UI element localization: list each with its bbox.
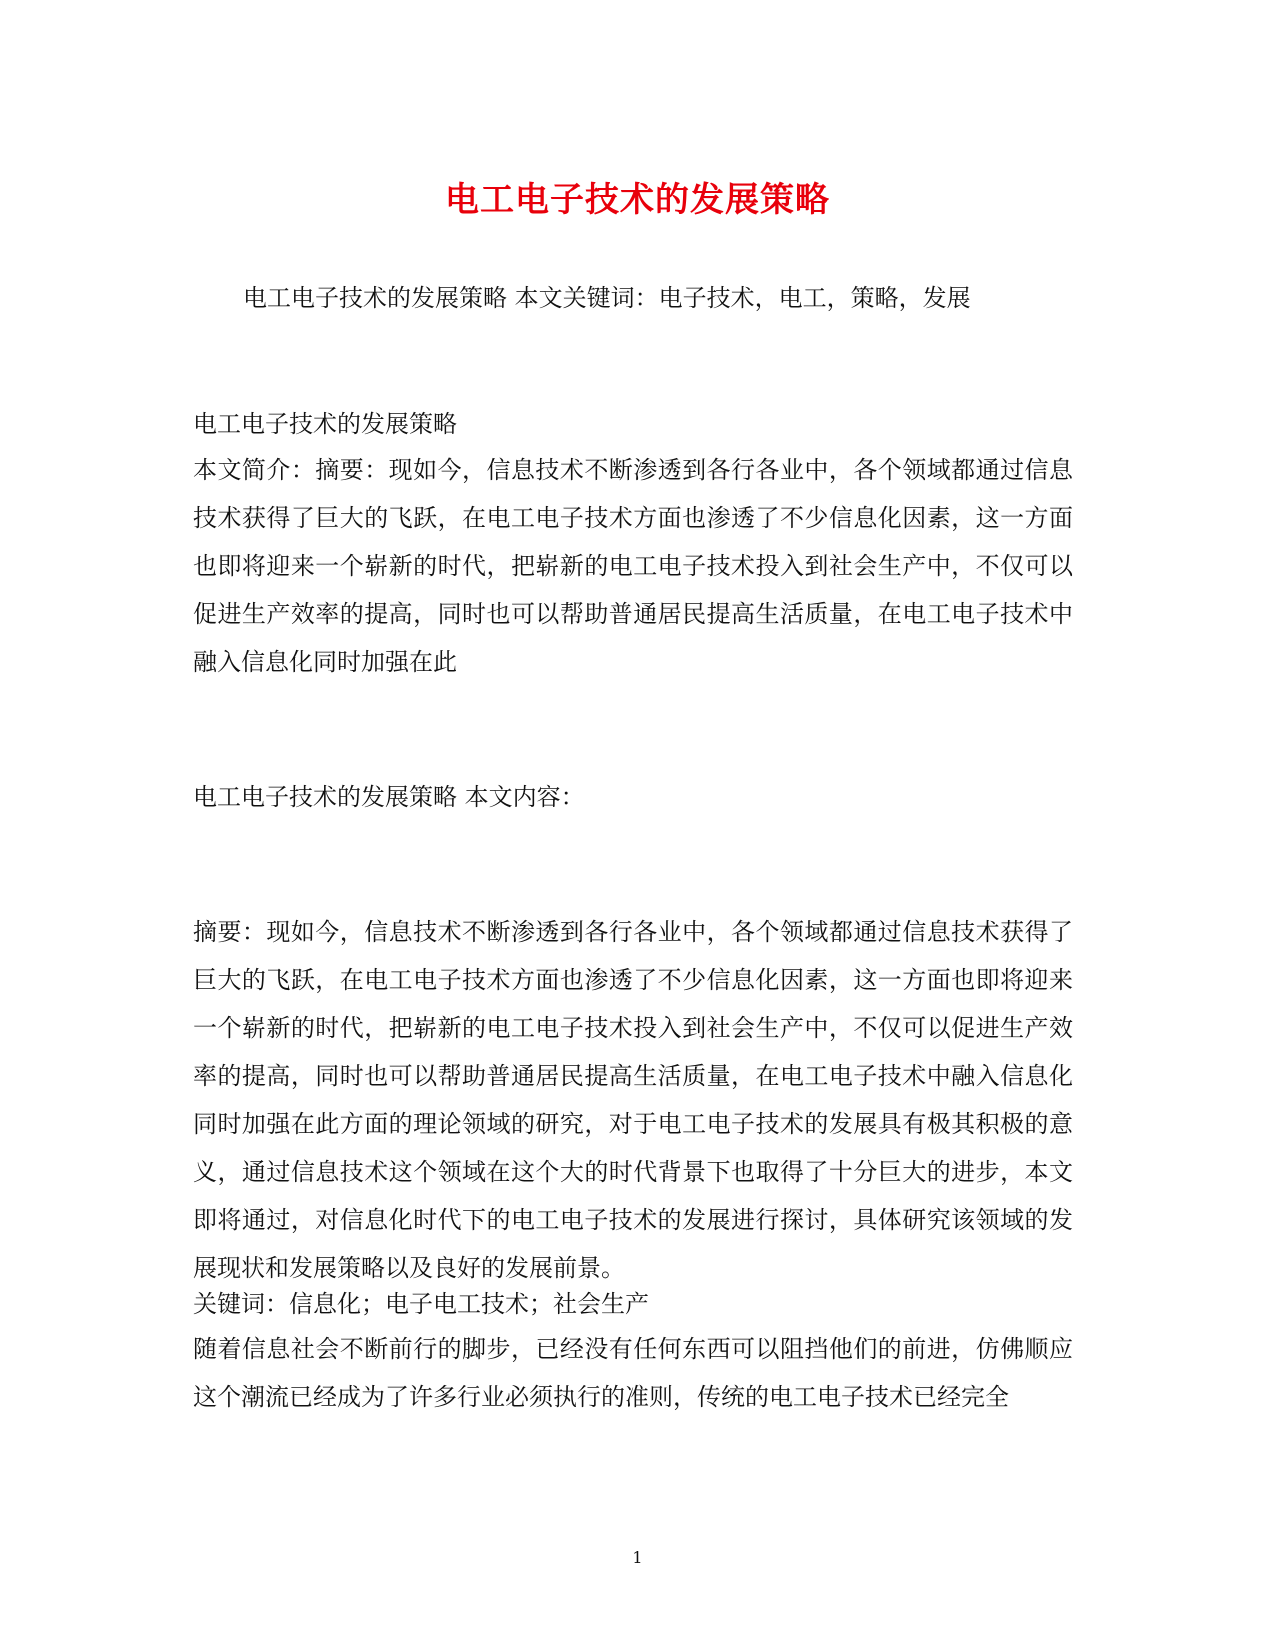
content-heading: 电工电子技术的发展策略 本文内容： <box>193 783 585 811</box>
subtitle-keywords-line: 电工电子技术的发展策略 本文关键词：电子技术，电工，策略，发展 <box>243 284 971 312</box>
keywords-line: 关键词：信息化；电子电工技术；社会生产 <box>193 1290 649 1318</box>
document-title: 电工电子技术的发展策略 <box>445 180 830 220</box>
body-paragraph: 随着信息社会不断前行的脚步，已经没有任何东西可以阻挡他们的前进，仿佛顺应这个潮流已经成为了许多行业必须执行的准则，传统的电工电子技术已经完全 <box>193 1335 1073 1411</box>
abstract-paragraph: 摘要：现如今，信息技术不断渗透到各行各业中，各个领域都通过信息技术获得了巨大的飞跃，在电工电子技术方面也渗透了不少信息化因素，这一方面也即将迎来一个崭新的时代，把崭新的电工电子技术投入到社会生产中，不仅可以促进生产效率的提高，同时也可以帮助普通居民提高生活质量，在电工电子技术中融入信息化同时加强在此方面的理论领域的研究，对于电工电子技术的发展具有极其积极的意义，通过信息技术这个领域在这个大的时代背景下也取得了十分巨大的进步，本文即将通过，对信息化时代下的电工电子技术的发展进行探讨，具体研究该领域的发展现状和发展策略以及良好的发展前景。 <box>193 918 1073 1282</box>
intro-paragraph: 本文简介：摘要：现如今，信息技术不断渗透到各行各业中，各个领域都通过信息技术获得了巨大的飞跃，在电工电子技术方面也渗透了不少信息化因素，这一方面也即将迎来一个崭新的时代，把崭新的电工电子技术投入到社会生产中，不仅可以促进生产效率的提高，同时也可以帮助普通居民提高生活质量，在电工电子技术中融入信息化同时加强在此 <box>193 456 1073 676</box>
section-heading: 电工电子技术的发展策略 <box>193 410 457 438</box>
page-number: 1 <box>632 1548 643 1567</box>
